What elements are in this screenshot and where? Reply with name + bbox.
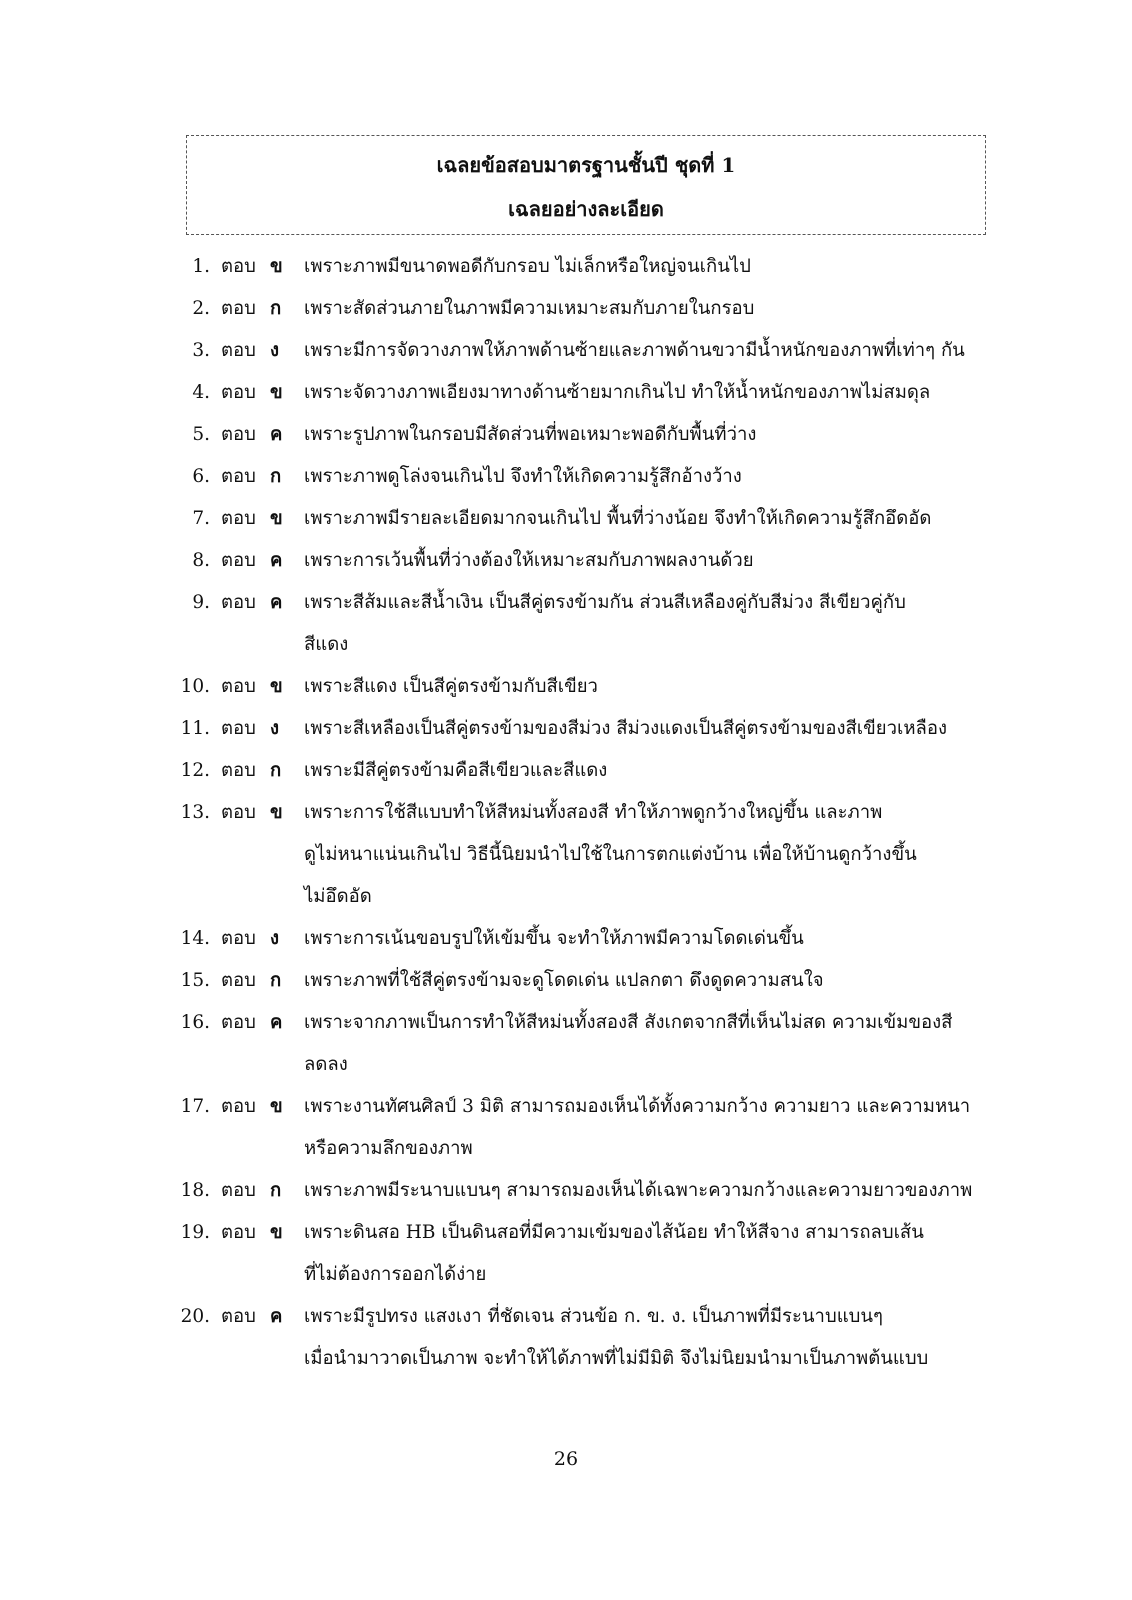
explanation-line: เพราะภาพมีขนาดพอดีกับกรอบ ไม่เล็กหรือใหญ่จนเกินไป (304, 256, 751, 277)
answer-number: 13. (180, 802, 210, 823)
answer-choice: ก (270, 298, 282, 319)
answer-choice: ค (270, 1012, 283, 1033)
answer-word: ตอบ (221, 1180, 256, 1201)
answer-choice: ค (270, 592, 283, 613)
answer-item (180, 708, 1000, 750)
page-number: 26 (553, 1448, 579, 1470)
answer-choice: ข (270, 1096, 283, 1117)
explanation-line: ที่ไม่ต้องการออกได้ง่าย (304, 1264, 487, 1285)
answer-number: 18. (180, 1180, 210, 1201)
answer-choice: ง (270, 928, 280, 949)
explanation-line: เพราะมีสีคู่ตรงข้ามคือสีเขียวและสีแดง (304, 760, 608, 781)
answer-explanation (304, 1212, 994, 1296)
answer-explanation (304, 582, 994, 666)
explanation-line: ลดลง (304, 1054, 348, 1075)
answer-item (180, 666, 1000, 708)
answer-item (180, 456, 1000, 498)
answer-choice: ก (270, 1180, 282, 1201)
explanation-line: เพราะจัดวางภาพเอียงมาทางด้านซ้ายมากเกินไป ทำให้น้ำหนักของภาพไม่สมดุล (304, 382, 931, 403)
answer-choice: ค (270, 424, 283, 445)
answer-explanation (304, 1086, 994, 1170)
answer-word: ตอบ (221, 760, 256, 781)
answer-word: ตอบ (221, 1012, 256, 1033)
answer-choice: ก (270, 760, 282, 781)
answer-explanation (304, 288, 994, 330)
page-subtitle: เฉลยอย่างละเอียด (508, 197, 664, 221)
explanation-line: เพราะมีการจัดวางภาพให้ภาพด้านซ้ายและภาพด้านขวามีน้ำหนักของภาพที่เท่าๆ กัน (304, 340, 965, 361)
answer-item (180, 960, 1000, 1002)
answer-item (180, 750, 1000, 792)
answer-explanation (304, 330, 994, 372)
answer-word: ตอบ (221, 508, 256, 529)
answer-number: 17. (180, 1096, 210, 1117)
header-box (186, 135, 986, 235)
explanation-line: เพราะรูปภาพในกรอบมีสัดส่วนที่พอเหมาะพอดีกับพื้นที่ว่าง (304, 424, 757, 445)
answer-item (180, 1170, 1000, 1212)
answer-number: 15. (180, 970, 210, 991)
explanation-line: เพราะภาพดูโล่งจนเกินไป จึงทำให้เกิดความรู้สึกอ้างว้าง (304, 466, 742, 487)
answer-explanation (304, 918, 994, 960)
answer-choice: ค (270, 1306, 283, 1327)
answer-explanation (304, 1170, 994, 1212)
answer-item (180, 1296, 1000, 1380)
answer-choice: ง (270, 718, 280, 739)
answer-number: 19. (180, 1222, 210, 1243)
answer-number: 2. (192, 298, 210, 319)
answer-word: ตอบ (221, 382, 256, 403)
explanation-line: ไม่อึดอัด (304, 886, 372, 907)
answer-explanation (304, 1002, 994, 1086)
explanation-line: ดูไม่หนาแน่นเกินไป วิธีนี้นิยมนำไปใช้ในการตกแต่งบ้าน เพื่อให้บ้านดูกว้างขึ้น (304, 844, 917, 865)
answer-number: 12. (180, 760, 210, 781)
answer-word: ตอบ (221, 298, 256, 319)
answer-word: ตอบ (221, 1306, 256, 1327)
explanation-line: เพราะการเน้นขอบรูปให้เข้มขึ้น จะทำให้ภาพมีความโดดเด่นขึ้น (304, 928, 804, 949)
answer-choice: ข (270, 256, 283, 277)
answer-choice: ข (270, 508, 283, 529)
answer-word: ตอบ (221, 970, 256, 991)
answer-number: 6. (192, 466, 210, 487)
explanation-line: เพราะจากภาพเป็นการทำให้สีหม่นทั้งสองสี สังเกตจากสีที่เห็นไม่สด ความเข้มของสี (304, 1012, 953, 1033)
answer-word: ตอบ (221, 802, 256, 823)
answer-word: ตอบ (221, 592, 256, 613)
answer-choice: ก (270, 970, 282, 991)
answer-item (180, 1086, 1000, 1170)
explanation-line: หรือความลึกของภาพ (304, 1138, 473, 1159)
answer-choice: ข (270, 802, 283, 823)
answer-explanation (304, 708, 994, 750)
answer-explanation (304, 498, 994, 540)
answer-explanation (304, 372, 994, 414)
answer-item (180, 792, 1000, 918)
answer-explanation (304, 792, 994, 918)
answer-number: 16. (180, 1012, 210, 1033)
explanation-line: เพราะสัดส่วนภายในภาพมีความเหมาะสมกับภายในกรอบ (304, 298, 755, 319)
answer-word: ตอบ (221, 466, 256, 487)
answer-list (180, 246, 1000, 1380)
answer-explanation (304, 666, 994, 708)
answer-explanation (304, 750, 994, 792)
answer-choice: ก (270, 466, 282, 487)
explanation-line: เพราะงานทัศนศิลป์ 3 มิติ สามารถมองเห็นได้ทั้งความกว้าง ความยาว และความหนา (304, 1096, 971, 1117)
answer-word: ตอบ (221, 676, 256, 697)
answer-item (180, 414, 1000, 456)
answer-word: ตอบ (221, 1096, 256, 1117)
answer-explanation (304, 540, 994, 582)
answer-explanation (304, 456, 994, 498)
answer-choice: ง (270, 340, 280, 361)
explanation-line: เมื่อนำมาวาดเป็นภาพ จะทำให้ได้ภาพที่ไม่มีมิติ จึงไม่นิยมนำมาเป็นภาพต้นแบบ (304, 1348, 929, 1369)
page-title: เฉลยข้อสอบมาตรฐานชั้นปี ชุดที่ 1 (436, 153, 736, 177)
answer-item (180, 540, 1000, 582)
answer-number: 7. (192, 508, 210, 529)
explanation-line: สีแดง (304, 634, 349, 655)
answer-word: ตอบ (221, 550, 256, 571)
answer-choice: ข (270, 1222, 283, 1243)
answer-choice: ข (270, 676, 283, 697)
answer-explanation (304, 414, 994, 456)
answer-word: ตอบ (221, 928, 256, 949)
answer-number: 8. (192, 550, 210, 571)
explanation-line: เพราะภาพมีรายละเอียดมากจนเกินไป พื้นที่ว่างน้อย จึงทำให้เกิดความรู้สึกอึดอัด (304, 508, 932, 529)
explanation-line: เพราะการเว้นพื้นที่ว่างต้องให้เหมาะสมกับภาพผลงานด้วย (304, 550, 754, 571)
answer-number: 20. (180, 1306, 210, 1327)
answer-item (180, 288, 1000, 330)
answer-item (180, 1002, 1000, 1086)
answer-word: ตอบ (221, 424, 256, 445)
answer-item (180, 498, 1000, 540)
answer-number: 5. (192, 424, 210, 445)
explanation-line: เพราะสีส้มและสีน้ำเงิน เป็นสีคู่ตรงข้ามกัน ส่วนสีเหลืองคู่กับสีม่วง สีเขียวคู่กับ (304, 592, 906, 613)
answer-number: 14. (180, 928, 210, 949)
explanation-line: เพราะการใช้สีแบบทำให้สีหม่นทั้งสองสี ทำให้ภาพดูกว้างใหญ่ขึ้น และภาพ (304, 802, 883, 823)
answer-word: ตอบ (221, 340, 256, 361)
answer-number: 10. (180, 676, 210, 697)
answer-number: 9. (192, 592, 210, 613)
answer-word: ตอบ (221, 1222, 256, 1243)
answer-number: 4. (192, 382, 210, 403)
answer-choice: ข (270, 382, 283, 403)
explanation-line: เพราะสีเหลืองเป็นสีคู่ตรงข้ามของสีม่วง สีม่วงแดงเป็นสีคู่ตรงข้ามของสีเขียวเหลือง (304, 718, 947, 739)
explanation-line: เพราะภาพมีระนาบแบนๆ สามารถมองเห็นได้เฉพาะความกว้างและความยาวของภาพ (304, 1180, 973, 1201)
answer-explanation (304, 246, 994, 288)
answer-word: ตอบ (221, 718, 256, 739)
answer-number: 11. (180, 718, 210, 739)
explanation-line: เพราะดินสอ HB เป็นดินสอที่มีความเข้มของไส้น้อย ทำให้สีจาง สามารถลบเส้น (304, 1222, 924, 1243)
explanation-line: เพราะภาพที่ใช้สีคู่ตรงข้ามจะดูโดดเด่น แปลกตา ดึงดูดความสนใจ (304, 970, 824, 991)
answer-item (180, 582, 1000, 666)
explanation-line: เพราะสีแดง เป็นสีคู่ตรงข้ามกับสีเขียว (304, 676, 598, 697)
answer-item (180, 918, 1000, 960)
answer-word: ตอบ (221, 256, 256, 277)
answer-number: 3. (192, 340, 210, 361)
answer-choice: ค (270, 550, 283, 571)
answer-item (180, 330, 1000, 372)
answer-explanation (304, 960, 994, 1002)
answer-item (180, 372, 1000, 414)
answer-number: 1. (192, 256, 210, 277)
answer-item (180, 1212, 1000, 1296)
answer-item (180, 246, 1000, 288)
answer-explanation (304, 1296, 994, 1380)
explanation-line: เพราะมีรูปทรง แสงเงา ที่ชัดเจน ส่วนข้อ ก. ข. ง. เป็นภาพที่มีระนาบแบนๆ (304, 1306, 883, 1327)
